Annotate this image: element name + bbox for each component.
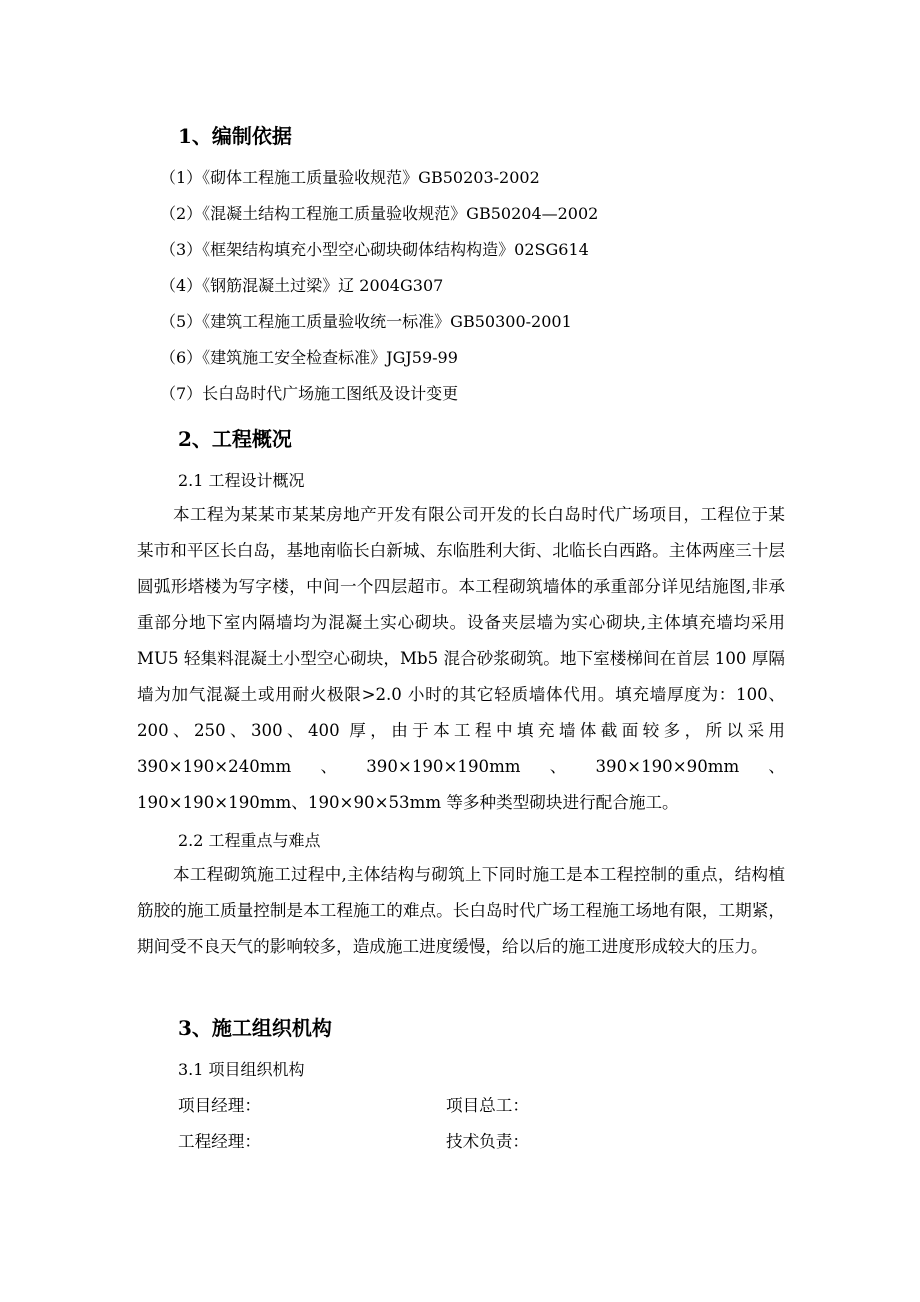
subsection-heading-2-2: 2.2 工程重点与难点 [178, 831, 321, 850]
subsection-heading-3-1: 3.1 项目组织机构 [178, 1060, 305, 1079]
section-heading-3: 3、施工组织机构 [178, 1016, 332, 1040]
body-paragraph-2-1: 本工程为某某市某某房地产开发有限公司开发的长白岛时代广场项目，工程位于某某市和平区长白岛，基地南临长白新城、东临胜利大街、北临长白西路。主体两座三十层圆弧形塔楼为写字楼，中间一个四层超市。本工程砌筑墙体的承重部分详见结施图,非承重部分地下室内隔墙均为混凝土实心砌块。设备夹层墙为实心砌块,主体填充墙均采用 MU5 轻集料混凝土小型空心砌块，Mb5 混合砂浆砌筑。地下室楼梯间在首层 100 厚隔墙为加气混凝土或用耐火极限>2.0 小时的其它轻质墙体代用。填充墙厚度为：100、200、250、300、400 厚，由于本工程中填充墙体截面较多，所以采用 390×190×240mm、390×190×190mm、390×190×90mm、190×190×190mm、190×90×53mm 等多种类型砌块进行配合施工。 [137, 505, 785, 812]
role-technical-lead-label: 技术负责： [446, 1132, 529, 1151]
reference-item: （7）长白岛时代广场施工图纸及设计变更 [160, 384, 459, 403]
role-row [178, 1130, 738, 1154]
body-paragraph-2-2: 本工程砌筑施工过程中,主体结构与砌筑上下同时施工是本工程控制的重点，结构植筋胶的施工质量控制是本工程施工的难点。长白岛时代广场工程施工场地有限，工期紧，期间受不良天气的影响较多，造成施工进度缓慢，给以后的施工进度形成较大的压力。 [137, 865, 785, 956]
reference-item: （1）《砌体工程施工质量验收规范》GB50203-2002 [160, 168, 540, 187]
section-heading-2: 2、工程概况 [178, 427, 292, 451]
role-chief-engineer-label: 项目总工： [446, 1096, 529, 1115]
role-engineering-manager-label: 工程经理： [178, 1132, 261, 1151]
reference-item: （2）《混凝土结构工程施工质量验收规范》GB50204—2002 [160, 204, 599, 223]
subsection-heading-2-1: 2.1 工程设计概况 [178, 471, 305, 490]
role-row [178, 1094, 738, 1118]
section-heading-1: 1、编制依据 [178, 124, 292, 148]
reference-item: （5）《建筑工程施工质量验收统一标准》GB50300-2001 [160, 312, 572, 331]
role-project-manager-label: 项目经理： [178, 1096, 261, 1115]
reference-item: （6）《建筑施工安全检查标准》JGJ59-99 [160, 348, 458, 367]
reference-item: （4）《钢筋混凝土过梁》辽 2004G307 [160, 276, 444, 295]
reference-item: （3）《框架结构填充小型空心砌块砌体结构构造》02SG614 [160, 240, 589, 259]
